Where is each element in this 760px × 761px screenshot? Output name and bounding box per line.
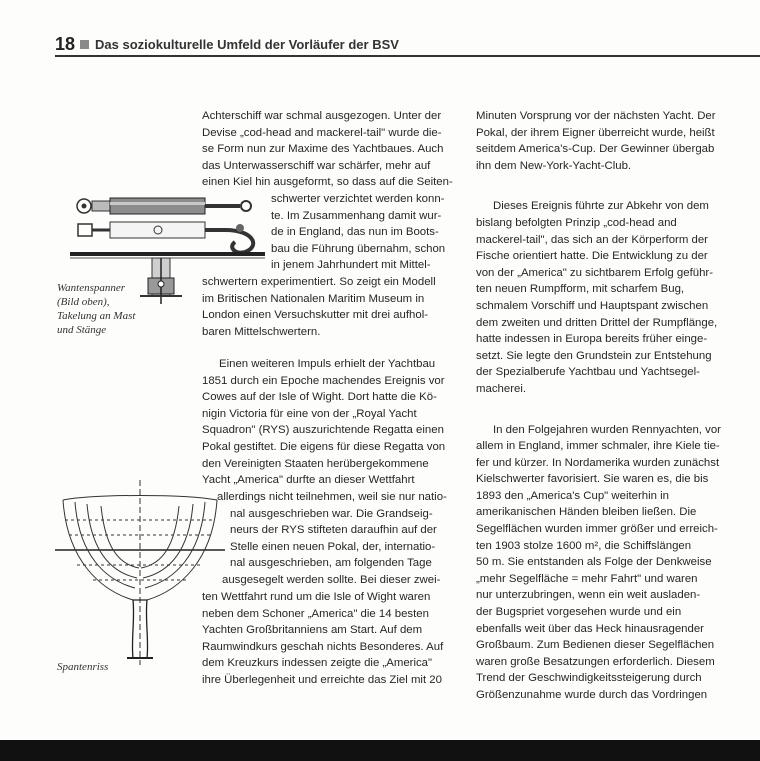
text-line: Kielschwerter favorisiert. Sie waren es, die bis (476, 473, 709, 486)
text-line: Achterschiff war schmal ausgezogen. Unter der (202, 110, 442, 122)
text-line: hatte indessen in Europa bereits früher einge- (476, 333, 708, 346)
spantenriss-figure (55, 480, 225, 665)
text-line: 1893 den „America's Cup" weiterhin in (476, 489, 669, 502)
text-line: ausgesegelt werden sollte. Bei dieser zwei- (222, 573, 441, 586)
text-line: allerdings nicht teilnehmen, weil sie nur natio- (217, 491, 447, 503)
column-middle-block-3 (202, 274, 457, 340)
figure1-caption (57, 281, 147, 337)
text-line: nal ausgeschrieben, am folgenden Tage (230, 557, 432, 570)
text-line: fer und kürzer. In Nordamerika wurden zunächst (476, 456, 720, 469)
text-line: neben dem Schoner „America" die 14 besten (202, 607, 429, 620)
running-header (55, 34, 399, 55)
text-line: Devise „cod-head and mackerel-tail" wurde die- (202, 126, 442, 139)
text-line: mackerel-tail", das sich an der Körperform der (476, 233, 708, 246)
caption-line: und Stänge (57, 324, 107, 336)
text-line: nigin Victoria für eine von der „Royal Yacht (202, 407, 417, 420)
text-line: 1851 durch ein Epoche machendes Ereignis vor (202, 374, 445, 387)
header-rule (55, 55, 760, 57)
text-line: einen Kiel hin ausgeformt, so dass auf die Seiten- (202, 176, 453, 189)
text-line: ten neuen Rumpfform, mit scharfem Bug, (476, 283, 685, 296)
text-line: ten Wettfahrt rund um die Isle of Wight waren (202, 591, 431, 603)
text-line: „mehr Segelfläche = mehr Fahrt" und waren (476, 572, 698, 585)
text-line: Pokal, der ihrem Eigner überreicht wurde, heißt (476, 126, 715, 139)
text-line: ihre Überlegenheit und erreichte das Ziel mit 20 (202, 673, 442, 686)
text-line: Squadron" (RYS) auszurichtende Regatta einen (202, 424, 444, 437)
caption-line: Takelung an Mast (57, 310, 136, 322)
text-line: in jenem Jahrhundert mit Mittel- (271, 259, 431, 272)
column-middle-block-4 (202, 356, 457, 489)
text-line: den Vereinigten Staaten herübergekommene (202, 457, 429, 470)
text-line: nal ausgeschrieben war. Die Grandseig- (230, 507, 433, 520)
scan-bottom-edge (0, 740, 760, 761)
text-line: schmalem Vorschiff und Hauptspant zwischen (476, 299, 709, 312)
caption-line: Wantenspanner (57, 282, 126, 294)
chapter-title: Das soziokulturelle Umfeld der Vorläufer der BSV (95, 37, 399, 52)
text-line: im Britischen Nationalen Maritim Museum in (202, 292, 425, 305)
text-line: Minuten Vorsprung vor der nächsten Yacht. Der (476, 110, 716, 122)
text-line: Segelflächen wurden immer größer und erreich- (476, 523, 718, 536)
text-line: Großbaum. Zum Bedienen dieser Segelflächen (476, 639, 715, 652)
text-line: macherei. (476, 382, 527, 395)
text-line: schwertern experimentiert. So zeigt ein Modell (202, 276, 436, 288)
text-line: In den Folgejahren wurden Rennyachten, vor (493, 423, 721, 436)
header-square-icon (80, 40, 89, 49)
text-line: Größenzunahme wurde durch das Vordringen (476, 689, 708, 701)
text-line: Yachten Großbritanniens am Start. Auf dem (202, 624, 423, 637)
text-line: dem Kreuzkurs indessen zeigte die „America" (202, 657, 433, 670)
figure2-caption: Spantenriss (57, 661, 109, 673)
text-line: bau die Führung übernahm, schon (271, 242, 446, 255)
column-middle-wrap-2 (217, 489, 457, 589)
text-line: baren Mittelschwertern. (202, 325, 321, 338)
text-line: Yacht „America" durfte an dieser Wettfahrt (202, 474, 415, 487)
text-line: te. Im Zusammenhang damit wur- (271, 209, 442, 222)
text-line: waren große Besatzungen erforderlich. Diesem (476, 655, 715, 668)
text-line: Trend der Geschwindigkeitssteigerung durch (476, 672, 702, 685)
text-line: schwerter verzichtet werden konn- (271, 193, 445, 205)
caption-line: (Bild oben), (57, 296, 110, 308)
text-line: Stelle einen neuen Pokal, der, internatio- (230, 540, 436, 553)
text-line: amerikanischen Händen bleiben ließen. Die (476, 506, 697, 519)
text-line: neurs der RYS stifteten daraufhin auf der (230, 524, 437, 537)
text-line: allem in England, immer schmaler, ihre Kiele tie- (476, 440, 720, 453)
text-line: dem zweiten und dritten Drittel der Rumpflänge, (476, 316, 718, 329)
text-line: se Form nun zur Maxime des Yachtbaues. Auch (202, 143, 444, 156)
text-line: ebenfalls weit über das Heck hinausragender (476, 622, 704, 635)
text-line: ihn dem New-York-Yacht-Club. (476, 159, 632, 172)
column-right (476, 108, 738, 704)
text-line: Dieses Ereignis führte zur Abkehr von dem (493, 200, 709, 213)
text-line: 50 m. Sie entstanden als Folge der Denkweise (476, 556, 712, 569)
text-line: de in England, das nun im Boots- (271, 226, 439, 239)
text-line: Fische orientiert hatte. Die Entwicklung zu der (476, 250, 708, 263)
text-line: nur unterzubringen, wenn ein weit ausladen- (476, 589, 701, 602)
text-line: setzt. Sie legte den Grundstein zur Entstehung (476, 349, 712, 362)
text-line: das Unterwasserschiff war schärfer, mehr auf (202, 159, 431, 172)
text-line: seitdem America's-Cup. Der Gewinner übergab (476, 143, 715, 156)
column-middle-block-6 (202, 589, 457, 689)
text-line: der Bugspriet vorgesehen wurde und ein (476, 606, 682, 619)
text-line: Raumwindkurs geschah nichts Besonderes. Auf (202, 640, 444, 653)
text-line: ten 1903 stolze 1600 m², die Schiffslängen (476, 539, 692, 552)
text-line: bislang befolgten Prinzip „cod-head and (476, 216, 677, 229)
page-number: 18 (55, 34, 76, 54)
spantenriss-drawing-icon (55, 480, 225, 665)
text-line: Cowes auf der Isle of Wight. Dort hatte die Kö- (202, 391, 437, 404)
text-line: von der „America" zu sichtbarem Erfolg geführ- (476, 266, 714, 279)
text-line: Einen weiteren Impuls erhielt der Yachtbau (219, 358, 436, 370)
column-middle (202, 108, 457, 191)
text-line: London einen Versuchskutter mit drei aufhol- (202, 309, 429, 322)
column-middle-wrap-1 (271, 191, 457, 274)
text-line: Pokal gestiftet. Die eigens für diese Regatta von (202, 440, 446, 453)
text-line: der Spezialberufe Yachtbau und Yachtsegel- (476, 366, 700, 379)
